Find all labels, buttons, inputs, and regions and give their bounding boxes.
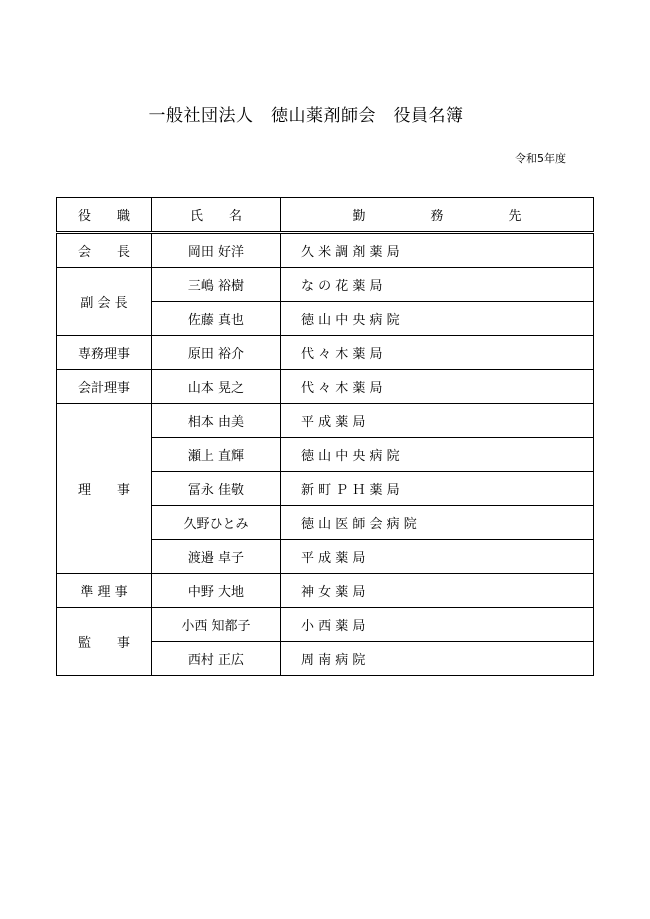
name-cell: 冨永 佳敬 bbox=[152, 472, 281, 506]
workplace-cell: 周 南 病 院 bbox=[281, 642, 594, 676]
table-row bbox=[57, 608, 594, 642]
roster-body bbox=[57, 233, 594, 676]
fiscal-year-label: 令和5年度 bbox=[515, 152, 566, 165]
role-cell: 副 会 長 bbox=[57, 268, 152, 336]
role-cell: 専務理事 bbox=[57, 336, 152, 370]
name-cell: 中野 大地 bbox=[152, 574, 281, 608]
workplace-cell: 徳 山 医 師 会 病 院 bbox=[281, 506, 594, 540]
role-cell: 会 長 bbox=[57, 233, 152, 268]
name-cell: 佐藤 真也 bbox=[152, 302, 281, 336]
role-cell: 監 事 bbox=[57, 608, 152, 676]
name-cell: 相本 由美 bbox=[152, 404, 281, 438]
table-row bbox=[57, 268, 594, 302]
name-cell: 三嶋 裕樹 bbox=[152, 268, 281, 302]
header-name: 氏 名 bbox=[152, 198, 281, 233]
role-cell: 会計理事 bbox=[57, 370, 152, 404]
name-cell: 山本 晃之 bbox=[152, 370, 281, 404]
name-cell: 瀬上 直輝 bbox=[152, 438, 281, 472]
document-title: 一般社団法人 徳山薬剤師会 役員名簿 bbox=[148, 106, 464, 126]
table-row bbox=[57, 370, 594, 404]
workplace-cell: 代 々 木 薬 局 bbox=[281, 336, 594, 370]
table-row bbox=[57, 233, 594, 268]
workplace-cell: 徳 山 中 央 病 院 bbox=[281, 438, 594, 472]
workplace-cell: 久 米 調 剤 薬 局 bbox=[281, 233, 594, 268]
name-cell: 渡邉 卓子 bbox=[152, 540, 281, 574]
table-row bbox=[57, 336, 594, 370]
workplace-cell: 小 西 薬 局 bbox=[281, 608, 594, 642]
header-workplace: 勤 務 先 bbox=[281, 198, 594, 233]
role-cell: 理 事 bbox=[57, 404, 152, 574]
table-header-row bbox=[57, 198, 594, 233]
workplace-cell: 徳 山 中 央 病 院 bbox=[281, 302, 594, 336]
workplace-cell: 代 々 木 薬 局 bbox=[281, 370, 594, 404]
workplace-cell: な の 花 薬 局 bbox=[281, 268, 594, 302]
header-role: 役 職 bbox=[57, 198, 152, 233]
name-cell: 小西 知都子 bbox=[152, 608, 281, 642]
name-cell: 西村 正広 bbox=[152, 642, 281, 676]
role-cell: 準 理 事 bbox=[57, 574, 152, 608]
table-row bbox=[57, 574, 594, 608]
name-cell: 久野ひとみ bbox=[152, 506, 281, 540]
workplace-cell: 平 成 薬 局 bbox=[281, 404, 594, 438]
name-cell: 岡田 好洋 bbox=[152, 233, 281, 268]
workplace-cell: 新 町 Ｐ Ｈ 薬 局 bbox=[281, 472, 594, 506]
workplace-cell: 神 女 薬 局 bbox=[281, 574, 594, 608]
officer-roster-table bbox=[56, 197, 594, 676]
workplace-cell: 平 成 薬 局 bbox=[281, 540, 594, 574]
name-cell: 原田 裕介 bbox=[152, 336, 281, 370]
table-row bbox=[57, 404, 594, 438]
